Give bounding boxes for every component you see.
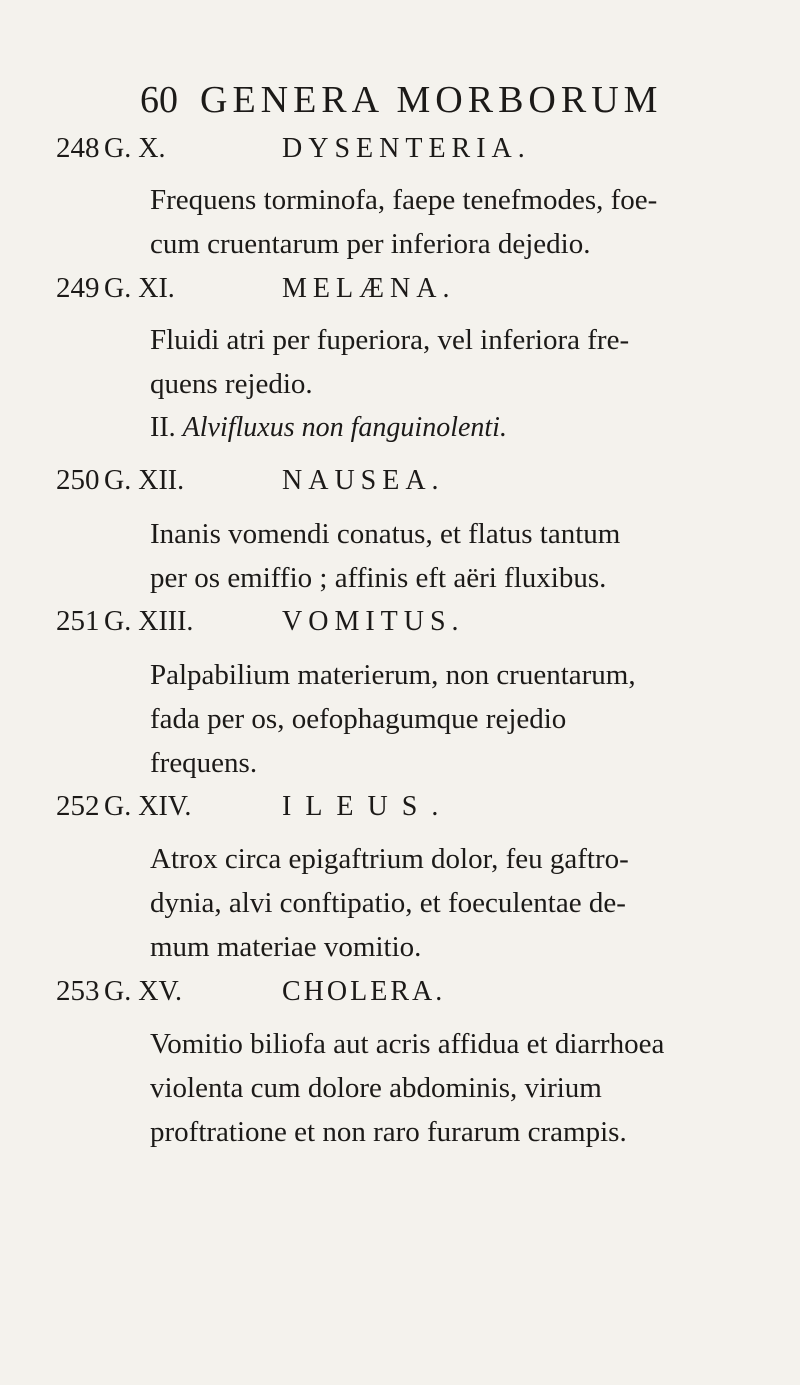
definition-line: Inanis vomendi conatus, et flatus tantum (150, 518, 621, 550)
definition (150, 1022, 664, 1154)
page-title: GENERA MORBORUM (200, 79, 663, 121)
definition-line: per os emiffio ; affinis eft aëri fluxibus. (150, 562, 607, 594)
definition-line: quens rejeԁio. (150, 368, 313, 400)
definition-line: cum cruentarum per inferiora dejeԁio. (150, 228, 591, 260)
definition-line: Fluidi atri per fuperiora, vel inferiora fre- (150, 324, 630, 356)
disease-name: CHOLERA. (282, 976, 446, 1007)
entry-number: 253 (56, 975, 100, 1007)
genus-label: G. X. (104, 133, 166, 164)
entry-heading (104, 976, 445, 1008)
sub-order (150, 412, 507, 444)
disease-name: VOMITUS. (282, 606, 465, 637)
disease-name: ILEUS. (282, 791, 453, 822)
definition (150, 653, 636, 785)
disease-name: NAUSEA. (282, 465, 445, 496)
definition-line: frequens. (150, 747, 258, 779)
definition-line: violenta cum dolore abdominis, virium (150, 1072, 602, 1104)
entry-heading (104, 273, 455, 305)
entry-number: 252 (56, 790, 100, 822)
running-head (140, 78, 662, 122)
page-number: 60 (140, 79, 178, 121)
definition (150, 837, 629, 969)
genus-label: G. XI. (104, 273, 175, 304)
definition-line: Atrox circa epigaftrium dolor, feu gaftro- (150, 843, 629, 875)
genus-label: G. XV. (104, 976, 183, 1007)
genus-label: G. XII. (104, 465, 185, 496)
genus-label: G. XIV. (104, 791, 192, 822)
sub-order-label: II. (150, 412, 176, 443)
disease-name: DYSENTERIA. (282, 133, 531, 164)
entry-heading (104, 465, 445, 497)
entry-heading (104, 791, 452, 823)
entry-number: 250 (56, 464, 100, 496)
definition (150, 178, 657, 266)
definition (150, 512, 620, 600)
entry-number: 251 (56, 605, 100, 637)
disease-name: MELÆNA. (282, 273, 456, 304)
definition-line: Vomitio biliofa aut acris affidua et diarrhoea (150, 1028, 665, 1060)
genus-label: G. XIII. (104, 606, 194, 637)
definition-line: proftratione et non raro furarum crampis. (150, 1116, 627, 1148)
entry-heading (104, 606, 465, 638)
definition-line: dynia, alvi conftipatio, et foeculentae de- (150, 887, 626, 919)
definition (150, 318, 629, 406)
entry-number: 249 (56, 272, 100, 304)
entry-heading (104, 133, 531, 165)
definition-line: Frequens torminofa, faepe tenefmodes, foe- (150, 184, 658, 216)
definition-line: mum materiae vomitio. (150, 931, 422, 963)
definition-line: Palpabilium materierum, non cruentarum, (150, 659, 636, 691)
sub-order-text: Alvifluxus non fanguinolenti. (182, 412, 507, 443)
definition-line: faԁa per os, oefophagumque rejeԁio (150, 703, 567, 735)
entry-number: 248 (56, 132, 100, 164)
